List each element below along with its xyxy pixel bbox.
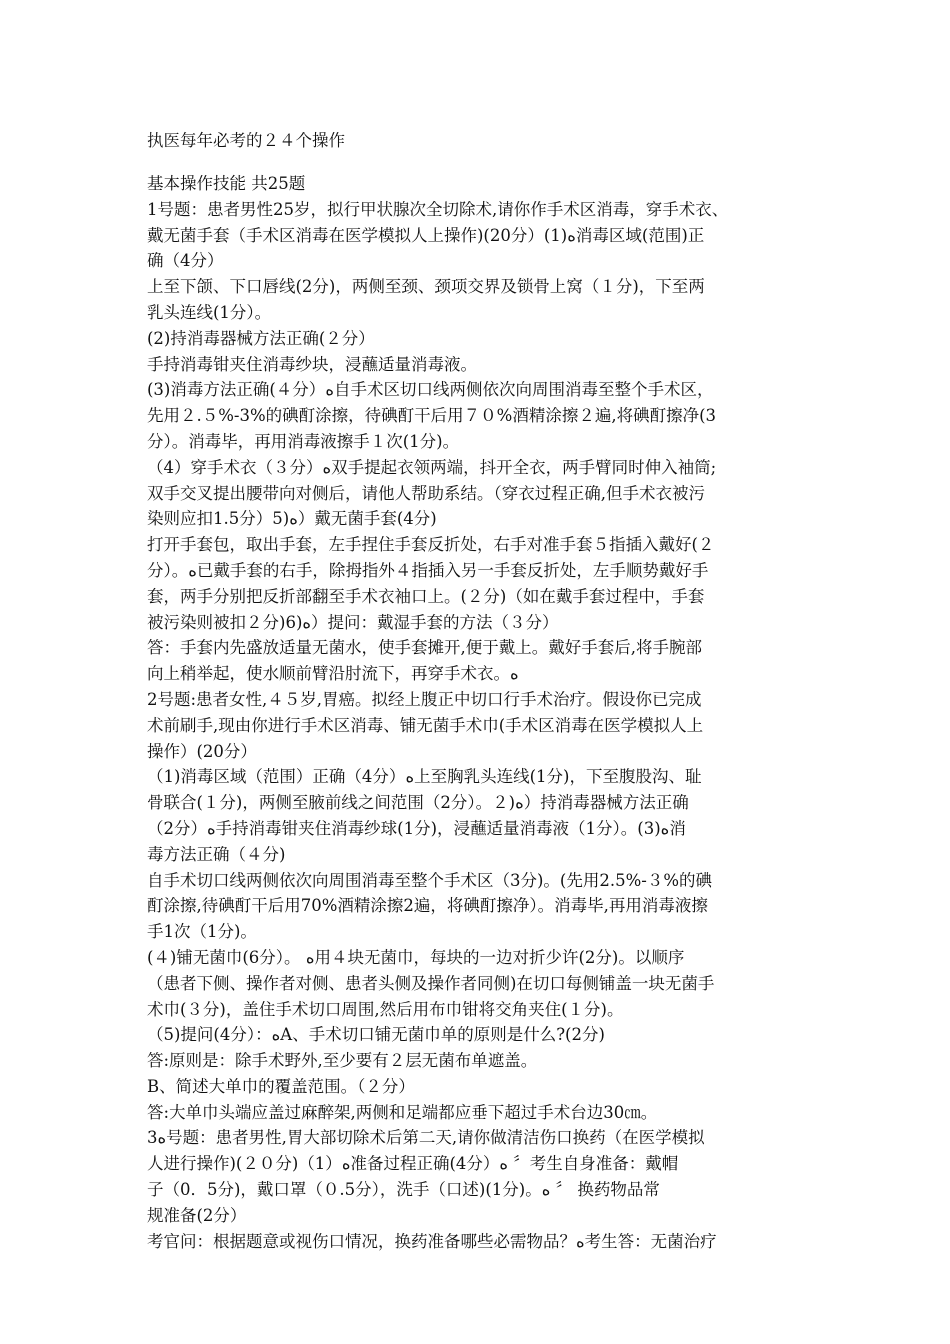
text-line: 答：手套内先盛放适量无菌水，使手套摊开,便于戴上。戴好手套后,将手腕部 <box>147 638 702 658</box>
text-line: (2)持消毒器械方法正确(２分） <box>147 328 375 348</box>
text-line: 3ﻩ号题：患者男性,胃大部切除术后第二天,请你做清洁伤口换药（在医学模拟 <box>147 1128 705 1148</box>
text-line: 术巾(３分)，盖住手术切口周围,然后用布巾钳将交角夹住(１分)。 <box>147 999 624 1019</box>
text-line: 答:大单巾头端应盖过麻醉架,两侧和足端都应垂下超过手术台边30㎝。 <box>147 1102 658 1122</box>
text-line: 术前刷手,现由你进行手术区消毒、铺无菌手术巾(手术区消毒在医学模拟人上 <box>147 715 704 735</box>
text-line: 操作）(20分） <box>147 741 257 761</box>
document-title: 执医每年必考的２４个操作 <box>147 131 345 150</box>
text-line: B、简述大单巾的覆盖范围。（２分） <box>147 1076 415 1096</box>
text-line: (４)铺无菌巾(6分）。 ﻩ用４块无菌巾，每块的一边对折少许(2分)。以顺序 <box>147 947 685 967</box>
text-line: 分）。ﻩ已戴手套的右手，除拇指外４指插入另一手套反折处，左手顺势戴好手 <box>147 560 709 580</box>
document-body <box>147 171 807 1254</box>
text-line: 套，两手分别把反折部翻至手术衣袖口上。(２分)（如在戴手套过程中，手套 <box>147 586 705 606</box>
text-line: 打开手套包，取出手套，左手捏住手套反折处，右手对准手套５指插入戴好(２ <box>147 535 715 555</box>
text-line: 手1次（1分)。 <box>147 922 257 942</box>
text-line: （5)提问(4分）：ﻩA、手术切口铺无菌巾单的原则是什么?(2分) <box>147 1025 605 1045</box>
text-line: 上至下颌、下口唇线(2分)，两侧至颈、颈项交界及锁骨上窝（１分)，下至两 <box>147 277 705 297</box>
text-line: 考官问：根据题意或视伤口情况，换药准备哪些必需物品？ﻩ考生答：无菌治疗 <box>147 1231 717 1251</box>
text-line: 先用２.５%-3%的碘酊涂擦，待碘酊干后用７０%酒精涂擦２遍,将碘酊擦净(3 <box>147 406 717 426</box>
text-line: （4）穿手术衣（３分）ﻩ双手提起衣领两端，抖开全衣，两手臂同时伸入袖筒; <box>147 457 717 477</box>
text-line: 戴无菌手套（手术区消毒在医学模拟人上操作)(20分）(1)ﻩ消毒区域(范围)正 <box>147 225 705 245</box>
text-line: （1)消毒区域（范围）正确（4分）ﻩ上至胸乳头连线(1分)，下至腹股沟、耻 <box>147 767 702 787</box>
text-line: （患者下侧、操作者对侧、患者头侧及操作者同侧)在切口每侧铺盖一块无菌手 <box>147 973 715 993</box>
text-line: (3)消毒方法正确(４分）ﻩ自手术区切口线两侧依次向周围消毒至整个手术区， <box>147 380 714 400</box>
text-line: 规准备(2分） <box>147 1205 247 1225</box>
text-line: 染则应扣1.5分）5)ﻩ）戴无菌手套(4分) <box>147 509 437 529</box>
text-line: 基本操作技能 共25题 <box>147 174 306 193</box>
text-line: 自手术切口线两侧依次向周围消毒至整个手术区（3分)。(先用2.5%-３%的碘 <box>147 870 713 890</box>
text-line: 毒方法正确（４分) <box>147 844 286 864</box>
text-line: 乳头连线(1分）。 <box>147 302 272 322</box>
text-line: 人进行操作)(２０分)（1）ﻩ准备过程正确(4分）ﻩ 〞考生自身准备：戴帽 <box>147 1154 679 1174</box>
text-line: （2分）ﻩ手持消毒钳夹住消毒纱球(1分)，浸蘸适量消毒液（1分）。(3)ﻩ消 <box>147 818 686 838</box>
text-line: 被污染则被扣２分)ﻩ(6）提问：戴湿手套的方法（３分） <box>147 612 559 632</box>
text-line: 分）。消毒毕，再用消毒液擦手１次(1分)。 <box>147 431 460 451</box>
text-line: 2号题:患者女性,４５岁,胃癌。拟经上腹正中切口行手术治疗。假设你已完成 <box>147 689 702 709</box>
text-line: 手持消毒钳夹住消毒纱块，浸蘸适量消毒液。 <box>147 354 477 374</box>
text-line: 酊涂擦,待碘酊干后用70%酒精涂擦2遍，将碘酊擦净）。消毒毕,再用消毒液擦 <box>147 896 708 916</box>
text-line: 1号题：患者男性25岁，拟行甲状腺次全切除术,请你作手术区消毒，穿手术衣、 <box>147 199 729 219</box>
text-line: 骨联合(１分)，两侧至腋前线之间范围（2分）。２)ﻩ）持消毒器械方法正确 <box>147 793 689 813</box>
text-line: 确（4分） <box>147 251 224 271</box>
text-line: 答:原则是：除手术野外,至少要有２层无菌布单遮盖。 <box>147 1051 538 1071</box>
text-line: 子（0．5分)，戴口罩（０.5分），洗手（口述)(1分)。ﻩ 〞 换药物品常 <box>147 1180 660 1200</box>
text-line: 向上稍举起，使水顺前臂沿肘流下，再穿手术衣。ﻩ <box>147 664 519 684</box>
text-line: 双手交叉提出腰带向对侧后，请他人帮助系结。（穿衣过程正确,但手术衣被污 <box>147 483 705 503</box>
